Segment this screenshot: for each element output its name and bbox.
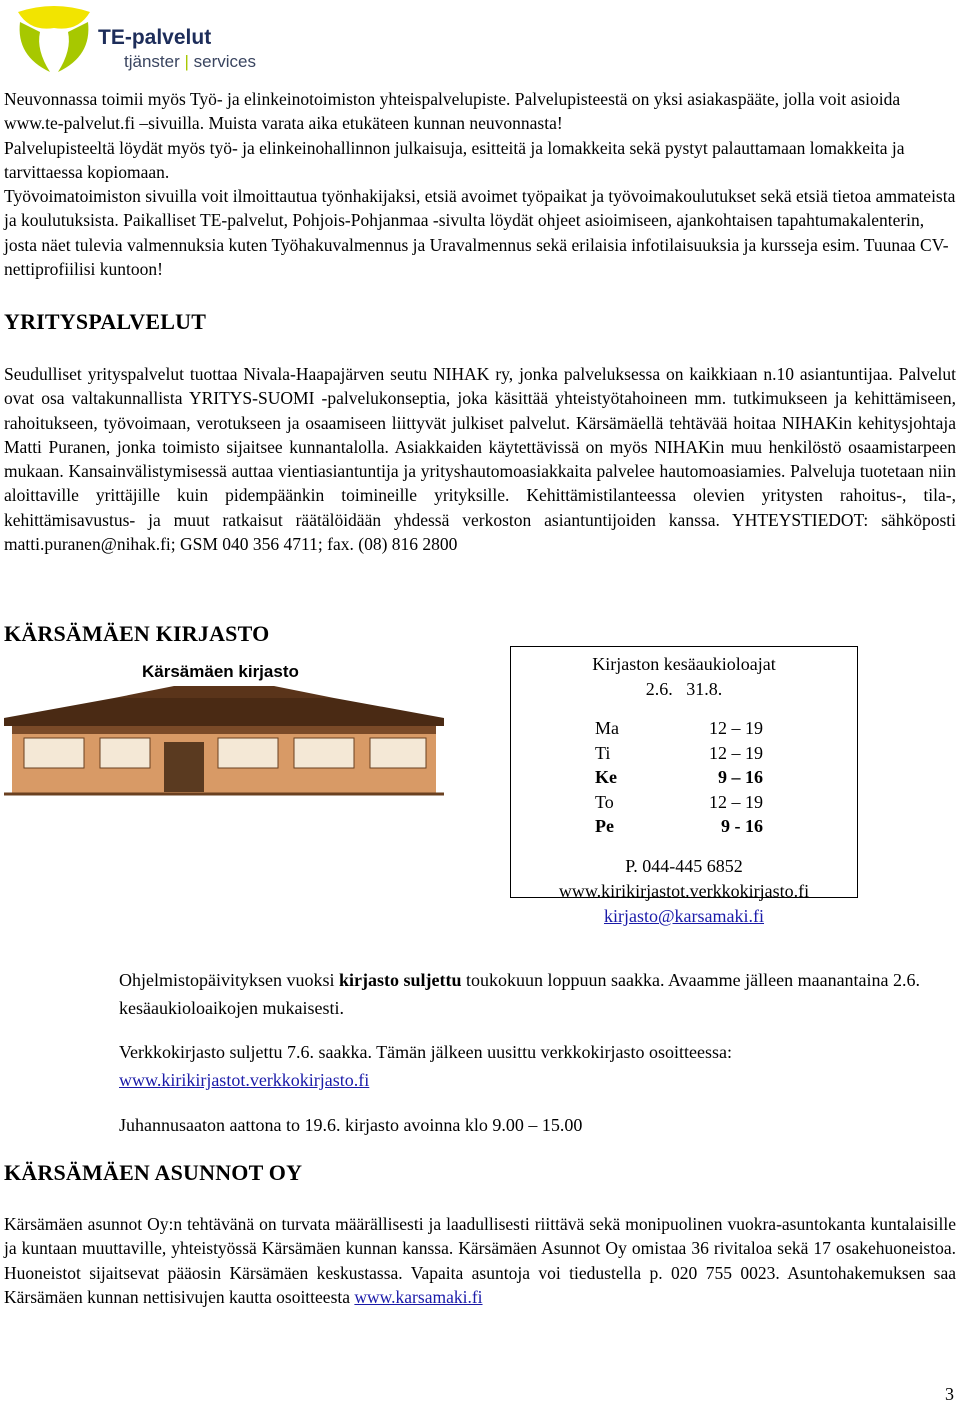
page-number: 3 xyxy=(945,1384,954,1404)
online-library-link[interactable]: www.kirikirjastot.verkkokirjasto.fi xyxy=(119,1070,370,1090)
hours-row-ti: Ti 12 – 19 xyxy=(595,742,763,763)
intro-paragraph-2: Palvelupisteeltä löydät myös työ- ja elinkeinohallinnon julkaisuja, esitteitä ja lomakkeita sekä pystyt palauttamaan lomakkeita ja tarvittaessa kopiomaan. xyxy=(4,137,905,182)
intro-paragraph-3: Työvoimatoimiston sivuilla voit ilmoittautua työnhakijaksi, etsiä avoimet työpaikat ja työvoimakoulutukset sekä etsiä tietoa ammateista ja koulutuksista. Paikalliset TE-palvelut, Pohjois-Pohjanmaa -sivulta löydät ohjeet asioimiseen, ajankohtaisen tapahtumakalenterin, josta näet tulevia valmennuksia kuten Työhakuvalmennus ja Uravalmennus sekä erilaisia infotilaisuuksia ja kursseja esim. Tuunaa CV-nettiprofiilisi kuntoon! xyxy=(4,186,956,280)
library-email-link[interactable]: kirjasto@karsamaki.fi xyxy=(603,905,765,926)
karsamaki-link[interactable]: www.karsamaki.fi xyxy=(354,1286,483,1307)
logo-subtitle: tjänster | services xyxy=(124,52,256,71)
notice-midsummer: Juhannusaaton aattona to 19.6. kirjasto avoinna klo 9.00 – 15.00 xyxy=(119,1115,583,1135)
te-logo-icon xyxy=(14,4,94,76)
intro-section xyxy=(4,87,956,281)
kirjasto-heading: KÄRSÄMÄEN KIRJASTO xyxy=(4,621,270,646)
asunnot-heading: KÄRSÄMÄEN ASUNNOT OY xyxy=(4,1160,303,1185)
notice-online-library: Verkkokirjasto suljettu 7.6. saakka. Tämän jälkeen uusittu verkkokirjasto osoitteessa: www.kirikirjastot.verkkokirjasto.fi xyxy=(119,1042,733,1090)
yrityspalvelut-body: Seudulliset yrityspalvelut tuottaa Nivala-Haapajärven seutu NIHAK ry, jonka palveluksessa on kaikkiaan n.10 asiantuntijaa. Palvelut ovat osa valtakunnallista YRITYS-SUOMI -palvelukonseptia, joka käsittää yhteistyötahoineen mm. tutkimukseen ja kehittämiseen, rahoitukseen, työvoimaan, verotukseen ja osaamiseen liittyvät julkiset palvelut. Kärsämäellä tehtävää hoitaa NIHAKin kehitysjohtaja Matti Puranen, jonka toimisto sijaitsee kunnantalolla. Asiakkaiden käytettävissä on myös NIHAKin muu henkilöstö osaamistarpeen mukaan. Kansainvälistymisessä auttaa vientiasiantuntija ja yrityshautomoasiakkaita palvelee hautomoasiamies. Palveluja tuotetaan niin aloittaville yrittäjille kuin pidempäänkin toimineille yrityksille. Kehittämistilanteessa olevien yritysten rahoitus-, tila-, kehittämisavustus- ja muut ratkaisut räätälöidään yhdessä verkoston asiantuntijoiden kanssa. YHTEYSTIEDOT: sähköposti matti.puranen@nihak.fi; GSM 040 356 4711; fax. (08) 816 2800 xyxy=(4,364,956,555)
te-palvelut-logo xyxy=(14,4,264,76)
hours-table xyxy=(595,716,857,839)
opening-hours-box xyxy=(510,646,858,926)
hours-title: Kirjaston kesäaukioloajat xyxy=(592,654,776,674)
library-building-image xyxy=(4,656,444,806)
hours-dates: 2.6. 31.8. xyxy=(645,679,723,699)
logo-title: TE-palvelut xyxy=(98,26,212,49)
yrityspalvelut-heading: YRITYSPALVELUT xyxy=(4,309,207,334)
library-phone: P. 044-445 6852 xyxy=(625,855,743,876)
te-palvelut-link[interactable]: www.te-palvelut.fi xyxy=(4,113,136,134)
library-sign: Kärsämäen kirjasto xyxy=(142,662,299,681)
hours-row-ma: Ma 12 – 19 xyxy=(595,718,763,738)
library-web: www.kirikirjastot.verkkokirjasto.fi xyxy=(558,880,810,901)
hours-row-pe: Pe 9 - 16 xyxy=(595,816,763,837)
asunnot-body: Kärsämäen asunnot Oy:n tehtävänä on turvata määrällisesti ja laadullisesti riittävä sekä monipuolinen vuokra-asuntokanta kuntalaisille ja kuntaan muuttaville, yhteistyössä Kärsämäen kunnan kanssa. Kärsämäen Asunnot Oy omistaa 36 rivitaloa sekä 17 osakehuoneistoa. Huoneistot sijaitsevat pääosin Kärsämäen keskustassa. Vapaita asuntoja voi tiedustella p. 020 755 0023. Asuntohakemuksen saa Kärsämäen kunnan nettisivujen kautta osoitteesta www.karsamaki.fi xyxy=(4,1214,956,1307)
library-building-icon xyxy=(4,686,444,806)
library-notices xyxy=(119,966,939,1139)
notice-closed: Ohjelmistopäivityksen vuoksi kirjasto suljettu toukokuun loppuun saakka. Avaamme jälleen maanantaina 2.6. kesäaukioloaikojen mukaisesti. xyxy=(119,970,921,1018)
intro-paragraph-1: Neuvonnassa toimii myös Työ- ja elinkeinotoimiston yhteispalvelupiste. Palvelupisteestä on yksi asiakaspääte, jolla voit asioida www.te-palvelut.fi –sivuilla. Muista varata aika etukäteen kunnan neuvonnasta! xyxy=(4,89,901,134)
hours-row-to: To 12 – 19 xyxy=(595,791,763,812)
hours-row-ke: Ke 9 – 16 xyxy=(595,767,763,788)
